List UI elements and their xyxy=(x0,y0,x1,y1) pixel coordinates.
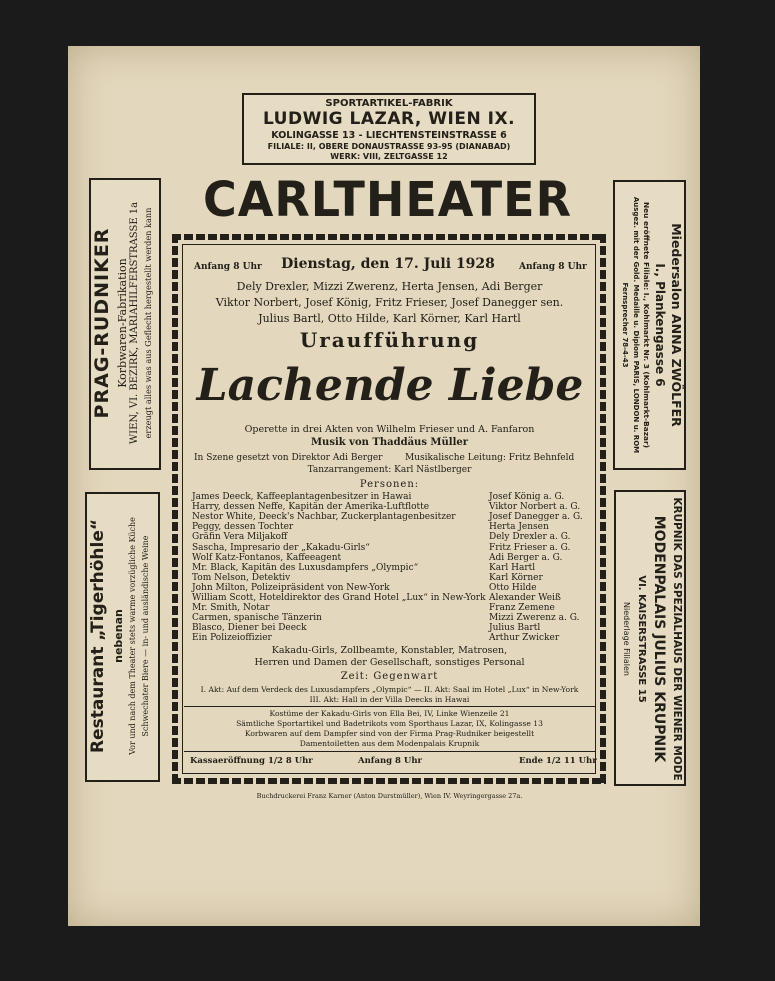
sport-ad-line3: KOLINGASSE 13 - LIECHTENSTEINSTRASSE 6 xyxy=(271,130,507,141)
extras-line-1: Kakadu-Girls, Zollbeamte, Konstabler, Matrosen, xyxy=(271,645,508,656)
note-line-4: Damentoiletten aus dem Modenpalais Krupnik xyxy=(299,739,480,748)
performance-date: Dienstag, den 17. Juli 1928 xyxy=(281,256,495,272)
cast-row xyxy=(192,623,587,633)
cast-row xyxy=(192,573,587,583)
time-heading: Zeit: Gegenwart xyxy=(340,671,439,682)
cast-line-1: Dely Drexler, Mizzi Zwerenz, Herta Jensen, Adi Berger xyxy=(236,280,543,293)
cast-row xyxy=(192,613,587,623)
tigerhoehle-name: Restaurant „Tigerhöhle“ xyxy=(88,518,108,754)
role-name: Mr. Black, Kapitän des Luxusdampfers „Olympic“ xyxy=(192,562,419,573)
tigerhoehle-ad xyxy=(88,494,158,778)
cast-row xyxy=(192,543,587,553)
note-line-2: Sämtliche Sportartikel und Badetrikots vom Sporthaus Lazar, IX, Kolingasse 13 xyxy=(236,719,543,728)
role-name: James Deeck, Kaffeeplantagenbesitzer in Hawai xyxy=(192,492,412,502)
actor-name: Arthur Zwicker xyxy=(489,633,560,644)
subtitle-music: Musik von Thaddäus Müller xyxy=(310,437,469,448)
krupnik-line3: VI. KAISERSTRASSE 15 xyxy=(636,575,647,703)
actor-name: Julius Bartl xyxy=(489,623,541,634)
role-name: Wolf Katz-Fontanos, Kaffeeagent xyxy=(192,552,342,563)
subtitle-authors: Operette in drei Akten von Wilhelm Frieser und A. Fanfaron xyxy=(244,424,535,435)
sport-ad-name: LUDWIG LAZAR, WIEN IX. xyxy=(262,109,516,129)
sport-ad-line4: FILIALE: II, OBERE DONAUSTRASSE 93-95 (DIANABAD) xyxy=(267,142,511,151)
actor-name: Franz Zemene xyxy=(489,603,555,614)
tigerhoehle-line4: Schwechater Biere — in- und ausländische Weine xyxy=(141,535,150,737)
actor-name: Mizzi Zwerenz a. G. xyxy=(489,613,580,624)
role-name: Peggy, dessen Tochter xyxy=(192,522,294,533)
cast-row xyxy=(192,633,587,643)
prag-rudniker-line2: Korbwaren-Fabrikation xyxy=(116,258,129,388)
note-line-1: Kostüme der Kakadu-Girls von Ella Bei, IV, Linke Wienzeile 21 xyxy=(269,709,510,718)
tigerhoehle-line2: nebenan xyxy=(112,609,125,663)
sport-ad-line5: WERK: VIII, ZELTGASSE 12 xyxy=(330,152,448,161)
prag-rudniker-line4: erzeugt alles was aus Geflecht hergestellt werden kann xyxy=(143,207,153,439)
anna-zwoelfer-line4: Ausgez. mit der Gold. Medaille u. Diplom PARIS, LONDON u. ROM xyxy=(632,196,640,454)
operetta-title: Lachende Liebe xyxy=(196,360,584,411)
sport-ad-line1: SPORTARTIKEL-FABRIK xyxy=(325,98,453,109)
actor-name: Dely Drexler a. G. xyxy=(489,532,571,543)
cast-row xyxy=(192,502,587,512)
notes-divider xyxy=(184,706,595,707)
role-name: Gräfin Vera Miljakoff xyxy=(192,532,288,543)
role-name: Tom Nelson, Detektiv xyxy=(192,572,291,583)
actor-name: Viktor Norbert a. G. xyxy=(489,502,581,513)
role-name: John Milton, Polizeipräsident von New-York xyxy=(192,582,390,593)
role-name: Harry, dessen Neffe, Kapitän der Amerika-Luftflotte xyxy=(192,502,430,513)
role-name: Ein Polizeioffizier xyxy=(192,633,272,644)
prag-rudniker-name: PRAG-RUDNIKER xyxy=(91,227,113,419)
krupnik-line2: MODENPALAIS JULIUS KRUPNIK xyxy=(651,515,667,763)
cast-row xyxy=(192,512,587,522)
anna-zwoelfer-line1: Miedersalon ANNA ZWÖLFER xyxy=(669,223,684,427)
prag-rudniker-ad xyxy=(91,180,159,466)
cast-row xyxy=(192,593,587,603)
anna-zwoelfer-line5: Fernsprecher 78-4-43 xyxy=(621,282,629,368)
role-name: William Scott, Hoteldirektor des Grand Hotel „Lux“ in New-York xyxy=(192,593,486,603)
cast-line-3: Julius Bartl, Otto Hilde, Karl Körner, Karl Hartl xyxy=(258,312,521,325)
printer-credit: Buchdruckerei Franz Karner (Anton Durstmüller), Wien IV. Weyringergasse 27a. xyxy=(256,792,523,800)
tigerhoehle-line3: Vor und nach dem Theater stets warme vorzügliche Küche xyxy=(128,517,137,755)
acts-line-2: III. Akt: Hall in der Villa Deecks in Hawai xyxy=(309,695,470,704)
actor-name: Herta Jensen xyxy=(489,522,549,533)
cast-row xyxy=(192,583,587,593)
sport-ad-box xyxy=(242,93,536,165)
actor-name: Josef König a. G. xyxy=(489,492,565,502)
anna-zwoelfer-ad xyxy=(614,184,684,466)
role-name: Sascha, Impresario der „Kakadu-Girls“ xyxy=(192,542,370,553)
extras-line-2: Herren und Damen der Gesellschaft, sonstiges Personal xyxy=(254,657,525,668)
actor-name: Karl Hartl xyxy=(489,562,536,573)
premiere-label: Uraufführung xyxy=(299,328,480,352)
actor-name: Adi Berger a. G. xyxy=(489,552,563,563)
cast-row xyxy=(192,563,587,573)
end-time: Ende 1/2 11 Uhr xyxy=(519,756,597,766)
dance-arrangement: Tanzarrangement: Karl Nästlberger xyxy=(307,465,472,475)
cast-row xyxy=(192,532,587,542)
krupnik-line1: KRUPNIK DAS SPEZIALHAUS DER WIENER MODE xyxy=(671,497,683,781)
start-time-left: Anfang 8 Uhr xyxy=(194,262,262,272)
actor-name: Alexander Weiß xyxy=(489,593,561,603)
stage-direction: In Szene gesetzt von Direktor Adi Berger xyxy=(194,453,383,463)
footer-divider xyxy=(184,751,595,752)
cast-row xyxy=(192,492,587,502)
actor-name: Fritz Frieser a. G. xyxy=(489,542,571,553)
cast-line-2: Viktor Norbert, Josef König, Fritz Frieser, Josef Danegger sen. xyxy=(215,296,564,309)
cast-row xyxy=(192,553,587,563)
actor-name: Karl Körner xyxy=(489,572,543,583)
role-name: Carmen, spanische Tänzerin xyxy=(192,613,322,624)
role-name: Nestor White, Deeck's Nachbar, Zuckerplantagenbesitzer xyxy=(192,512,456,523)
anna-zwoelfer-line3: Neu eröffnete Filiale: I., Kohlmarkt Nr. 3 (Kohlmarkt-Bazar) xyxy=(642,201,651,449)
prag-rudniker-line3: WIEN, VI. BEZIRK, MARIAHILFERSTRASSE 1a xyxy=(129,201,140,445)
musical-lead: Musikalische Leitung: Fritz Behnfeld xyxy=(405,453,575,463)
krupnik-line4: Niederlage Filialen xyxy=(622,602,631,676)
cast-row xyxy=(192,522,587,532)
footer-start-time: Anfang 8 Uhr xyxy=(358,756,422,766)
actor-name: Josef Danegger a. G. xyxy=(489,512,583,523)
box-office-opening: Kassaeröffnung 1/2 8 Uhr xyxy=(190,756,313,766)
theater-name: CARLTHEATER xyxy=(202,170,573,228)
note-line-3: Korbwaren auf dem Dampfer sind von der Firma Prag-Rudniker beigestellt xyxy=(244,729,535,738)
actor-name: Otto Hilde xyxy=(489,582,537,593)
role-name: Blasco, Diener bei Deeck xyxy=(192,623,307,634)
start-time-right: Anfang 8 Uhr xyxy=(519,262,587,272)
anna-zwoelfer-line2: I., Plankengasse 6 xyxy=(653,263,667,387)
role-name: Mr. Smith, Notar xyxy=(192,603,270,614)
krupnik-ad xyxy=(615,496,683,782)
persons-heading: Personen: xyxy=(359,479,420,490)
cast-row xyxy=(192,603,587,613)
acts-line-1: I. Akt: Auf dem Verdeck des Luxusdampfers „Olympic“ — II. Akt: Saal im Hotel „Lux“ in New-York xyxy=(200,685,579,694)
